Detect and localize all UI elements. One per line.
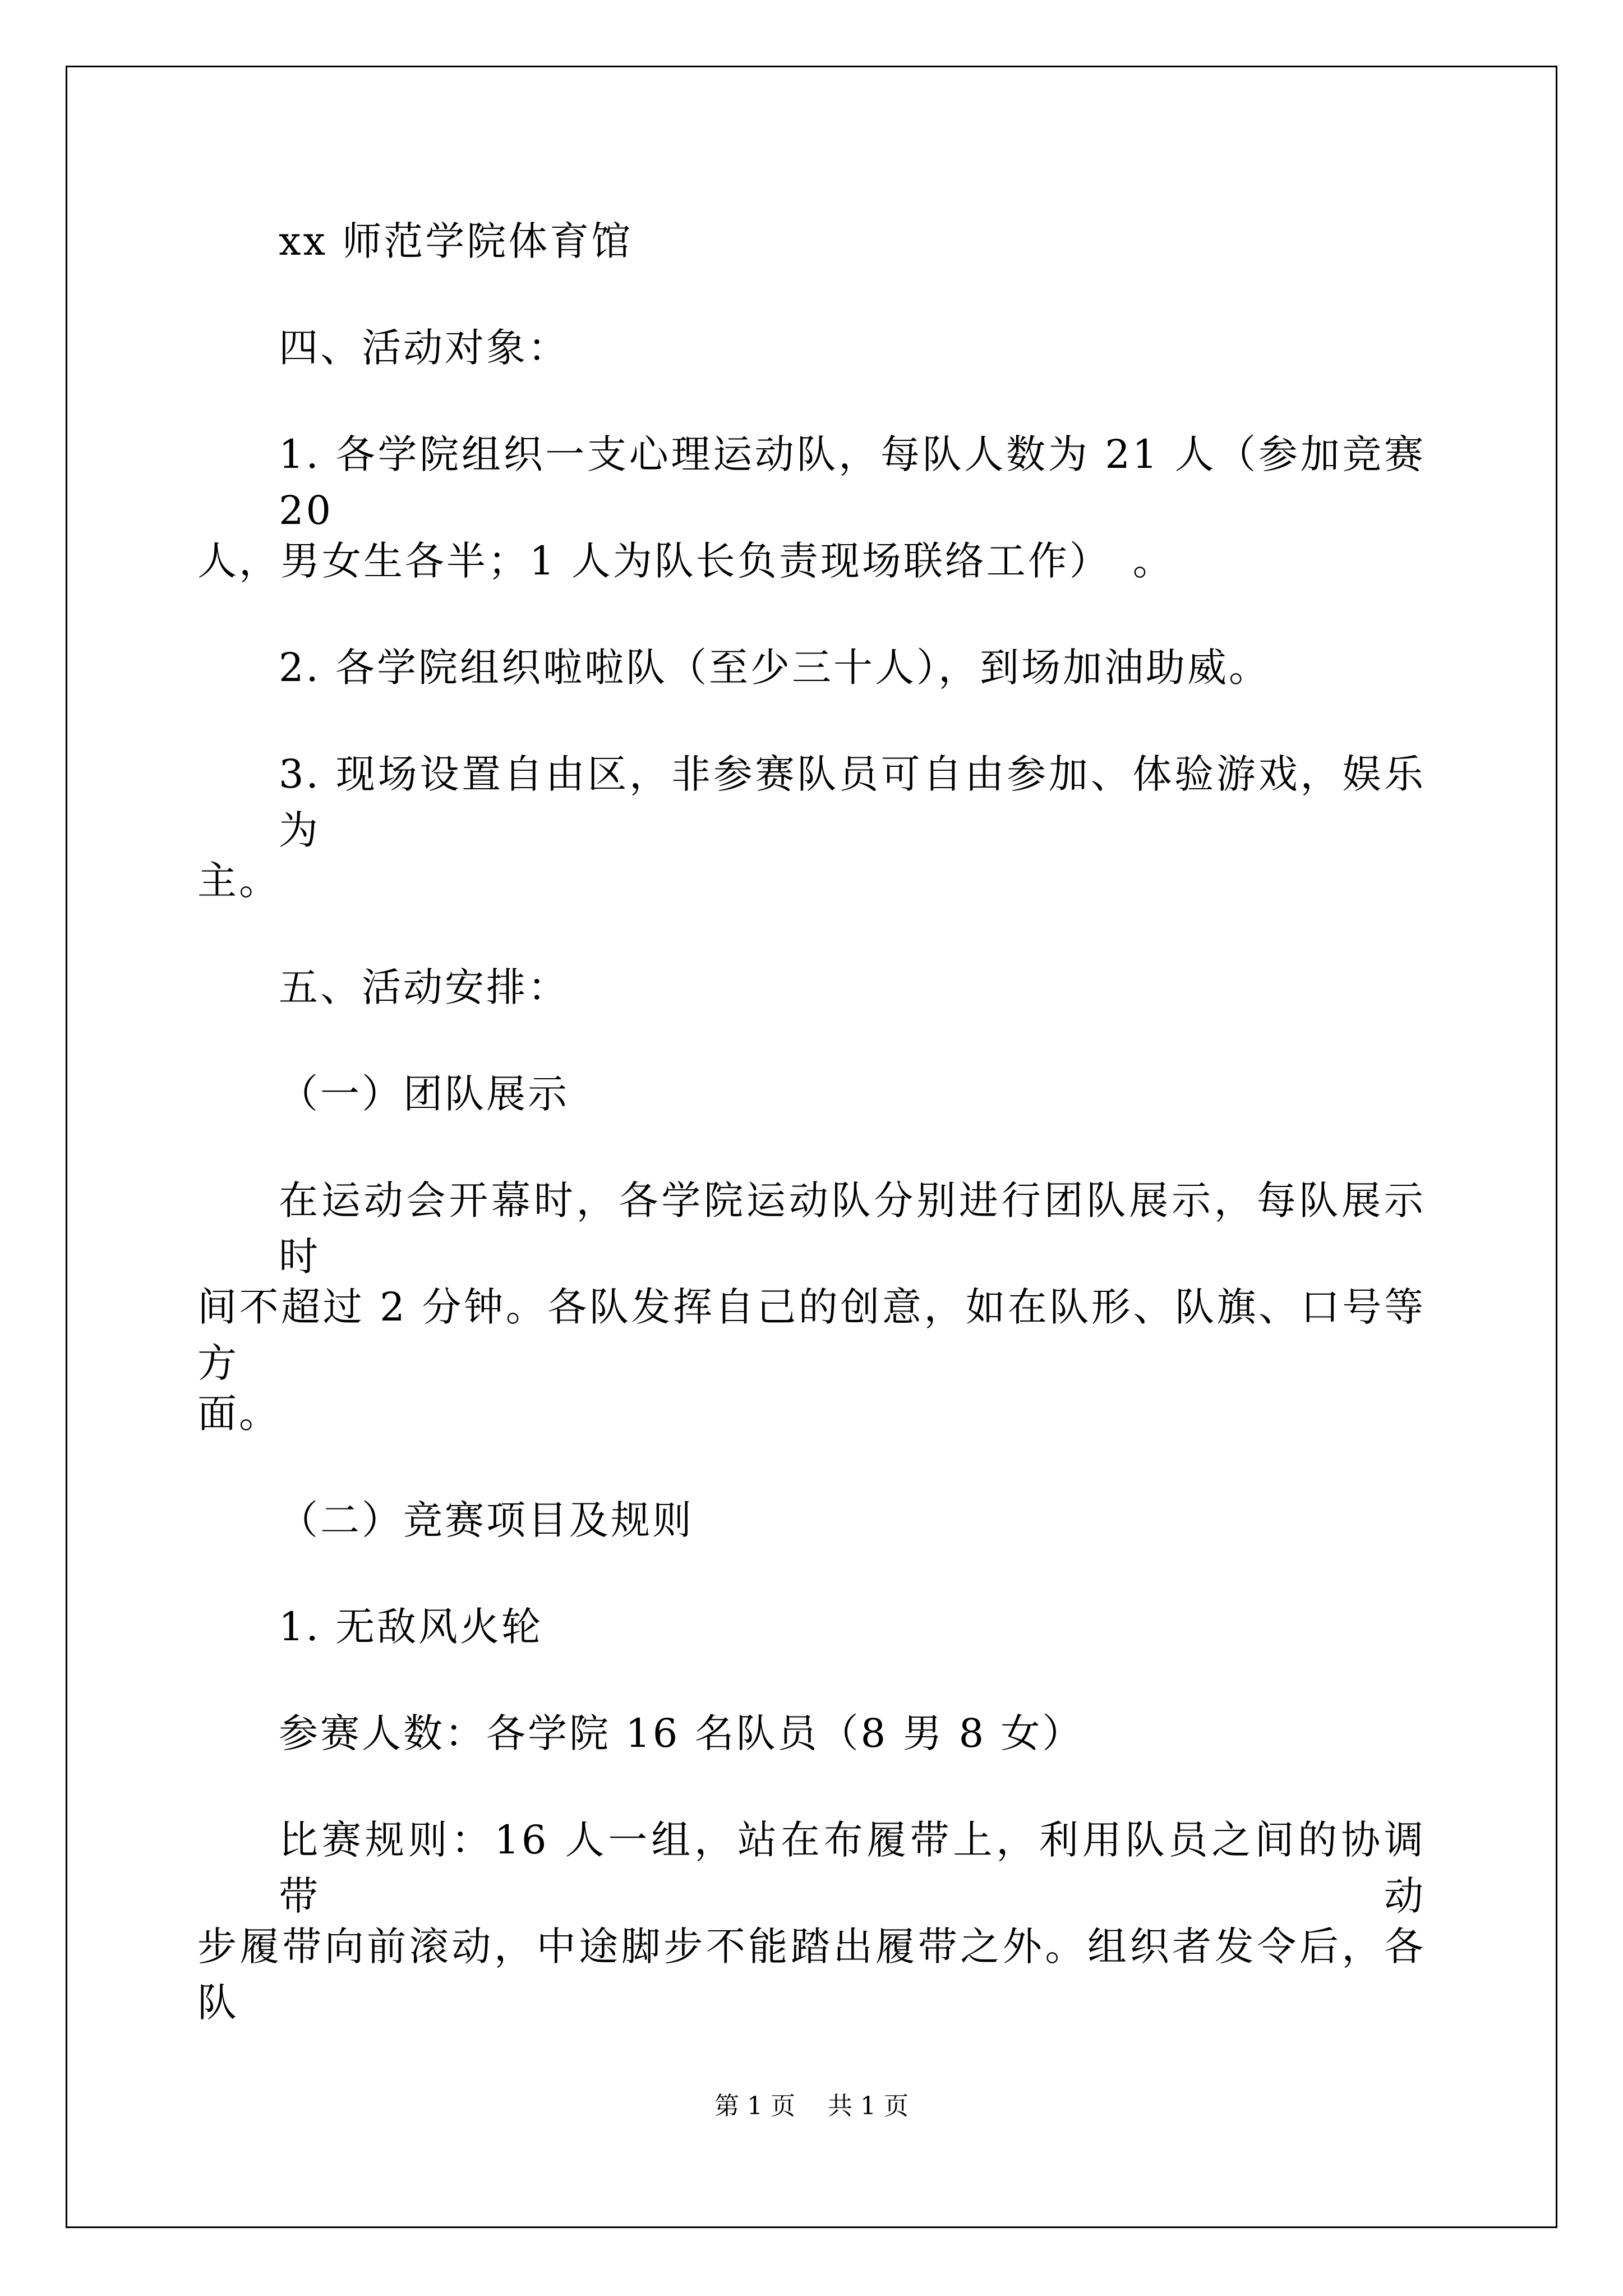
paragraph-line: 2. 各学院组织啦啦队（至少三十人），到场加油助威。 — [279, 645, 1271, 691]
section-heading-participants: 四、活动对象： — [279, 325, 569, 371]
paragraph-line: 参赛人数：各学院 16 名队员（8 男 8 女） — [279, 1710, 1084, 1756]
paragraph-line: 在运动会开幕时，各学院运动队分别进行团队展示，每队展示时 — [279, 1177, 1426, 1280]
section-heading-schedule: 五、活动安排： — [279, 964, 569, 1010]
paragraph-line: 步履带向前滚动，中途脚步不能踏出履带之外。组织者发令后，各队 — [197, 1924, 1426, 2026]
paragraph-line: 人，男女生各半；1 人为队长负责现场联络工作） 。 — [197, 538, 1174, 584]
paragraph-line: 3. 现场设置自由区，非参赛队员可自由参加、体验游戏，娱乐为 — [279, 751, 1426, 853]
subsection-heading-events: （二）竞赛项目及规则 — [279, 1497, 694, 1543]
paragraph-line: 主。 — [197, 858, 280, 904]
paragraph-line: 间不超过 2 分钟。各队发挥自己的创意，如在队形、队旗、口号等方 — [197, 1284, 1426, 1386]
paragraph-line: 1. 各学院组织一支心理运动队，每队人数为 21 人（参加竞赛 20 — [279, 431, 1426, 533]
paragraph-line: 面。 — [197, 1391, 280, 1437]
venue-line: xx 师范学院体育馆 — [279, 218, 633, 264]
page-footer: 第 1 页 共 1 页 — [714, 2092, 909, 2120]
subsection-heading-team-show: （一）团队展示 — [279, 1071, 569, 1117]
event-title: 1. 无敌风火轮 — [279, 1604, 543, 1650]
paragraph-line: 比赛规则：16 人一组，站在布履带上，利用队员之间的协调带动 — [279, 1817, 1426, 1919]
